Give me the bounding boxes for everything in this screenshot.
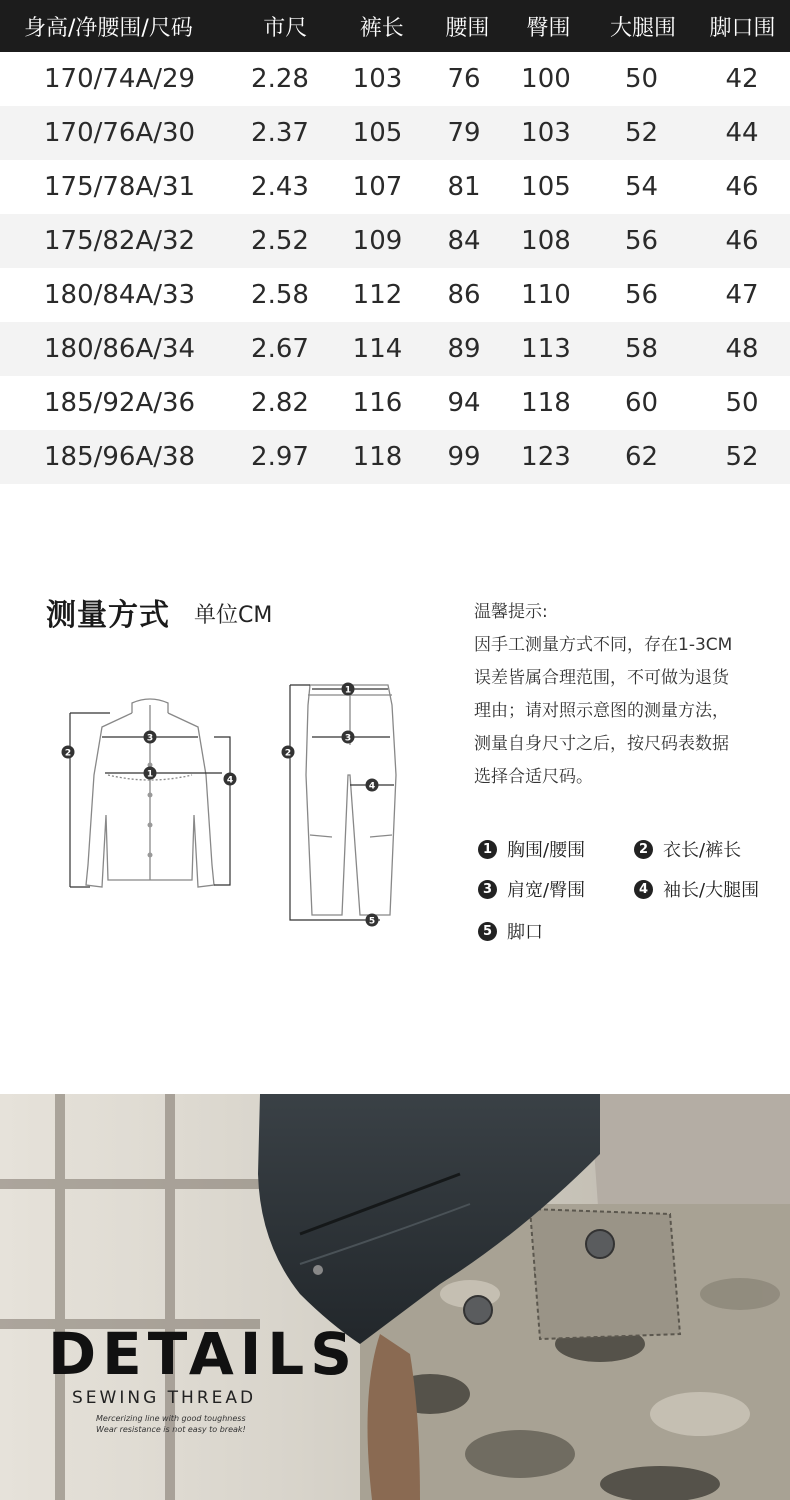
table-cell: 180/84A/33: [44, 280, 196, 310]
table-cell: 2.97: [251, 442, 309, 472]
table-cell: 60: [624, 388, 659, 418]
legend-item: [478, 876, 585, 902]
header-cell: 臀围: [526, 15, 571, 41]
table-cell: 123: [521, 442, 571, 472]
svg-text:2: 2: [64, 748, 72, 759]
header-cell: 身高/净腰围/尺码: [24, 15, 193, 41]
table-row: [0, 430, 790, 484]
table-cell: 2.67: [251, 334, 309, 364]
measure-title: 测量方式: [46, 598, 170, 633]
pants-drawing: [306, 685, 396, 915]
legend-item: [478, 918, 543, 944]
tips-block: [474, 596, 774, 794]
legend-item: [634, 876, 759, 902]
table-cell: 175/78A/31: [44, 172, 196, 202]
table-cell: 109: [352, 226, 403, 256]
table-cell: 112: [352, 280, 403, 310]
svg-text:1: 1: [344, 685, 352, 696]
table-cell: 62: [624, 442, 659, 472]
table-cell: 47: [725, 280, 759, 310]
table-cell: 99: [447, 442, 481, 472]
table-cell: 84: [447, 226, 481, 256]
details-subtitle: SEWING THREAD: [72, 1388, 257, 1408]
legend-label: 袖长/大腿围: [663, 880, 760, 901]
marker-4-icon: [224, 773, 237, 786]
table-cell: 2.58: [251, 280, 309, 310]
table-cell: 100: [521, 64, 571, 94]
table-row: [0, 376, 790, 430]
table-cell: 94: [447, 388, 481, 418]
tips-line: 理由；请对照示意图的测量方法，: [474, 701, 729, 721]
measure-unit: 单位CM: [194, 603, 273, 628]
table-cell: 52: [725, 442, 759, 472]
table-cell: 114: [352, 334, 403, 364]
table-cell: 89: [447, 334, 481, 364]
marker-3-icon: [144, 731, 157, 744]
table-cell: 2.43: [251, 172, 309, 202]
table-row: [0, 106, 790, 160]
table-cell: 54: [624, 172, 659, 202]
marker-2-icon: [62, 746, 75, 759]
marker-1-icon: [144, 767, 157, 780]
table-cell: 52: [624, 118, 659, 148]
svg-text:4: 4: [368, 781, 376, 792]
table-cell: 118: [352, 442, 403, 472]
marker-4-icon: [366, 779, 379, 792]
table-cell: 185/96A/38: [44, 442, 196, 472]
header-cell: 大腿围: [610, 15, 677, 41]
legend-label: 衣长/裤长: [663, 840, 742, 861]
number-badge-icon: 2: [634, 840, 653, 859]
table-cell: 50: [624, 64, 659, 94]
legend-label: 脚口: [507, 922, 543, 943]
pants-measure-lines: [290, 685, 394, 920]
table-cell: 56: [624, 226, 659, 256]
table-cell: 118: [521, 388, 571, 418]
table-cell: 110: [521, 280, 571, 310]
table-row: [0, 52, 790, 106]
marker-3-icon: [342, 731, 355, 744]
marker-5-icon: [366, 914, 379, 927]
table-cell: 42: [725, 64, 759, 94]
table-cell: 48: [725, 334, 759, 364]
table-cell: 58: [624, 334, 659, 364]
marker-2-icon: [282, 746, 295, 759]
table-cell: 86: [447, 280, 481, 310]
legend-label: 肩宽/臀围: [507, 880, 586, 901]
header-cell: 腰围: [445, 15, 490, 41]
table-cell: 56: [624, 280, 659, 310]
marker-1-icon: [342, 683, 355, 696]
measurement-diagram: [50, 665, 410, 935]
table-cell: 2.28: [251, 64, 309, 94]
details-line: Mercerizing line with good toughness: [96, 1414, 246, 1423]
table-cell: 103: [352, 64, 403, 94]
table-cell: 81: [447, 172, 481, 202]
table-cell: 185/92A/36: [44, 388, 196, 418]
table-row: [0, 214, 790, 268]
svg-text:3: 3: [344, 733, 352, 744]
table-cell: 105: [521, 172, 571, 202]
table-cell: 103: [521, 118, 571, 148]
details-title: DETAILS: [48, 1320, 359, 1388]
table-cell: 2.52: [251, 226, 309, 256]
table-cell: 170/74A/29: [44, 64, 196, 94]
table-cell: 107: [352, 172, 403, 202]
svg-text:3: 3: [146, 733, 154, 744]
svg-text:4: 4: [226, 775, 234, 786]
svg-text:5: 5: [368, 916, 376, 927]
details-banner: [0, 1094, 790, 1500]
table-row: [0, 268, 790, 322]
table-cell: 116: [352, 388, 403, 418]
table-cell: 50: [725, 388, 759, 418]
number-badge-icon: 1: [478, 840, 497, 859]
table-cell: 105: [352, 118, 403, 148]
table-cell: 180/86A/34: [44, 334, 196, 364]
table-row: [0, 322, 790, 376]
table-cell: 108: [521, 226, 571, 256]
svg-text:1: 1: [146, 769, 154, 780]
svg-text:2: 2: [284, 748, 292, 759]
number-badge-icon: 5: [478, 922, 497, 941]
legend-label: 胸围/腰围: [507, 840, 586, 861]
table-cell: 2.37: [251, 118, 309, 148]
header-cell: 裤长: [359, 15, 404, 41]
table-cell: 2.82: [251, 388, 309, 418]
header-cell: 脚口围: [709, 15, 776, 41]
table-header: [0, 0, 790, 52]
details-line: Wear resistance is not easy to break!: [96, 1425, 246, 1434]
number-badge-icon: 3: [478, 880, 497, 899]
table-cell: 79: [447, 118, 481, 148]
product-photo: [0, 1094, 790, 1500]
tips-line: 因手工测量方式不同，存在1-3CM: [474, 635, 733, 655]
table-cell: 44: [725, 118, 759, 148]
tips-line: 选择合适尺码。: [474, 767, 593, 787]
table-row: [0, 160, 790, 214]
header-cell: 市尺: [263, 15, 308, 41]
table-body: [0, 52, 790, 484]
tips-line: 测量自身尺寸之后，按尺码表数据: [474, 734, 729, 754]
table-cell: 46: [725, 172, 759, 202]
legend-item: [634, 836, 741, 862]
table-cell: 76: [447, 64, 481, 94]
size-table: [0, 0, 790, 484]
legend-item: [478, 836, 585, 862]
number-badge-icon: 4: [634, 880, 653, 899]
table-cell: 113: [521, 334, 571, 364]
tips-title: 温馨提示:: [474, 602, 548, 622]
table-cell: 170/76A/30: [44, 118, 196, 148]
tips-line: 误差皆属合理范围，不可做为退货: [474, 668, 729, 688]
table-cell: 46: [725, 226, 759, 256]
table-cell: 175/82A/32: [44, 226, 196, 256]
